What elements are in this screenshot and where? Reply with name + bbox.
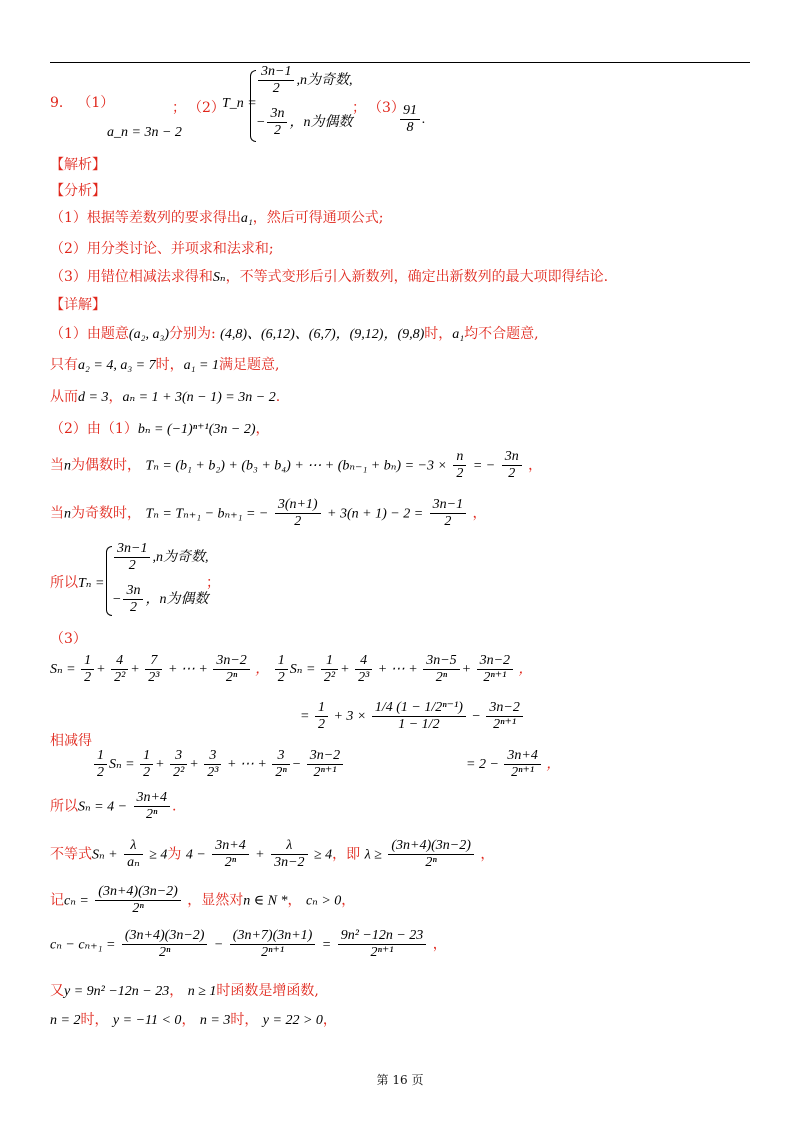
answer-case1: $\frac{3n-1}{2}$ ,n为奇数, <box>256 64 352 97</box>
difference-line: cₙ − cₙ₊₁ = $\frac{(3n+4)(3n-2)}{\text{2ⁿ}}$ − $\frac{(3n+7)(3n+1)}{\text{2ⁿ⁺¹}}$ = $\frac{\text{9n² −12n − 23}}{\text{2ⁿ⁺¹}}$ ， <box>50 928 447 961</box>
define-cn-line: 记cₙ = $\frac{(3n+4)(3n-2)}{\text{2ⁿ}}$ ，显然对n ∈ N *， cₙ > 0， <box>50 884 356 917</box>
so-case2: − $\frac{3n}{2}$ ，n为偶数 <box>112 583 209 616</box>
top-rule <box>50 62 750 63</box>
answer-p1-formula: a_n = 3n − 2 <box>107 125 182 140</box>
sn-line: Sₙ = $\frac{1}{2}$ + $\frac{4}{\text{2²}}$ + $\frac{7}{\text{2³}}$ + ⋯ + $\frac{3n-2}{\text{2ⁿ}}$ ， $\frac{1}{2}$ Sₙ = $\frac{1}{\text{2²}}$ + $\frac{4}{\text{2³}}$ + ⋯ + $\frac{3n-5}{\text{2ⁿ}}$ + $\frac{3n-2}{\text{2ⁿ⁺¹}}$ ， <box>50 653 533 686</box>
heading-jiexi: 【解析】 <box>50 157 106 173</box>
answer-p3-label: （3） <box>368 100 405 116</box>
answer-sep1: ； <box>172 100 186 116</box>
part3-label: （3） <box>50 631 87 647</box>
so-T-line: 所以Tₙ = <box>50 575 105 591</box>
answer-line <box>50 92 114 112</box>
last-line: n = 2时， y = −11 < 0， n = 3时， y = 22 > 0， <box>50 1012 337 1028</box>
so-case1: $\frac{3n-1}{2}$ ,n为奇数, <box>112 541 208 574</box>
even-case-line: 当n为偶数时， Tₙ = (b₁ + b₂) + (b₃ + b₄) + ⋯ + (bₙ₋₁ + bₙ) = −3 × $\frac{n}{2}$ = − $\frac{3n}{2}$ ， <box>50 449 543 482</box>
analysis-line-2: （2）用分类讨论、并项求和法求和; <box>50 241 274 257</box>
answer-number: 9． <box>50 95 73 111</box>
answer-p2-label: （2） <box>188 100 225 116</box>
page-footer: 第 16 页 <box>376 1073 424 1087</box>
y-function-line: 又y = 9n² −12n − 23， n ≥ 1时函数是增函数, <box>50 983 319 999</box>
answer-sep2: ； <box>352 100 366 116</box>
heading-xiangjie: 【详解】 <box>50 297 106 313</box>
sub-label: 相减得 <box>50 733 92 749</box>
answer-case2: − $\frac{3n}{2}$ ，n为偶数 <box>256 106 353 139</box>
detail-line-2: 只有a₂ = 4, a₃ = 7时，a₁ = 1满足题意, <box>50 357 280 373</box>
answer-p2-T: T_n = <box>222 96 257 111</box>
answer-p3-value: $\frac{91}{8}$ . <box>398 103 426 136</box>
inequality-line: 不等式Sₙ + $\frac{\lambda}{\text{aₙ}}$ ≥ 4为 4 − $\frac{3n+4}{\text{2ⁿ}}$ + $\frac{\lambda}{3n-2}$ ≥ 4，即 λ ≥ $\frac{(3n+4)(3n-2)}{\text{2ⁿ}}$ ， <box>50 838 495 871</box>
odd-case-line: 当n为奇数时， Tₙ = Tₙ₊₁ − bₙ₊₁ = − $\frac{3(n+1)}{2}$ + 3(n + 1) − 2 = $\frac{3n-1}{2}$ ， <box>50 497 487 530</box>
analysis-line-1: （1）根据等差数列的要求得出a₁，然后可得通项公式; <box>50 210 384 226</box>
so-end: ； <box>206 575 220 591</box>
so-sn-line: 所以Sₙ = 4 − $\frac{3n+4}{\text{2ⁿ}}$ . <box>50 790 177 823</box>
heading-fenxi: 【分析】 <box>50 183 106 199</box>
analysis-line-3: （3）用错位相减法求得和Sₙ，不等式变形后引入新数列，确定出新数列的最大项即得结论. <box>50 269 609 285</box>
big-fraction: = $\frac{1}{2}$ + 3 × $\frac{\text{1/4 (1 − 1/2ⁿ⁻¹)}}{1 - 1/2}$ − $\frac{3n-2}{\text{2ⁿ⁺¹}}$ <box>300 700 525 733</box>
sub-lhs-line: $\frac{1}{2}$ Sₙ = $\frac{1}{2}$ + $\frac{3}{\text{2²}}$ + $\frac{3}{\text{2³}}$ + ⋯ + $\frac{3}{\text{2ⁿ}}$ − $\frac{3n-2}{\text{2ⁿ⁺¹}}$ <box>92 748 345 781</box>
sub-result: = 2 − $\frac{3n+4}{\text{2ⁿ⁺¹}}$ ， <box>466 748 561 781</box>
detail-line-1: （1）由题意(a₂, a₃)分别为: (4,8)、(6,12)、(6,7)，(9,12)，(9,8)时，a₁均不合题意, <box>50 326 539 342</box>
detail-line-4: （2）由（1）bₙ = (−1)ⁿ⁺¹(3n − 2)， <box>50 421 270 437</box>
answer-p1-label: （1） <box>77 95 115 111</box>
detail-line-3: 从而d = 3，aₙ = 1 + 3(n − 1) = 3n − 2. <box>50 389 281 405</box>
